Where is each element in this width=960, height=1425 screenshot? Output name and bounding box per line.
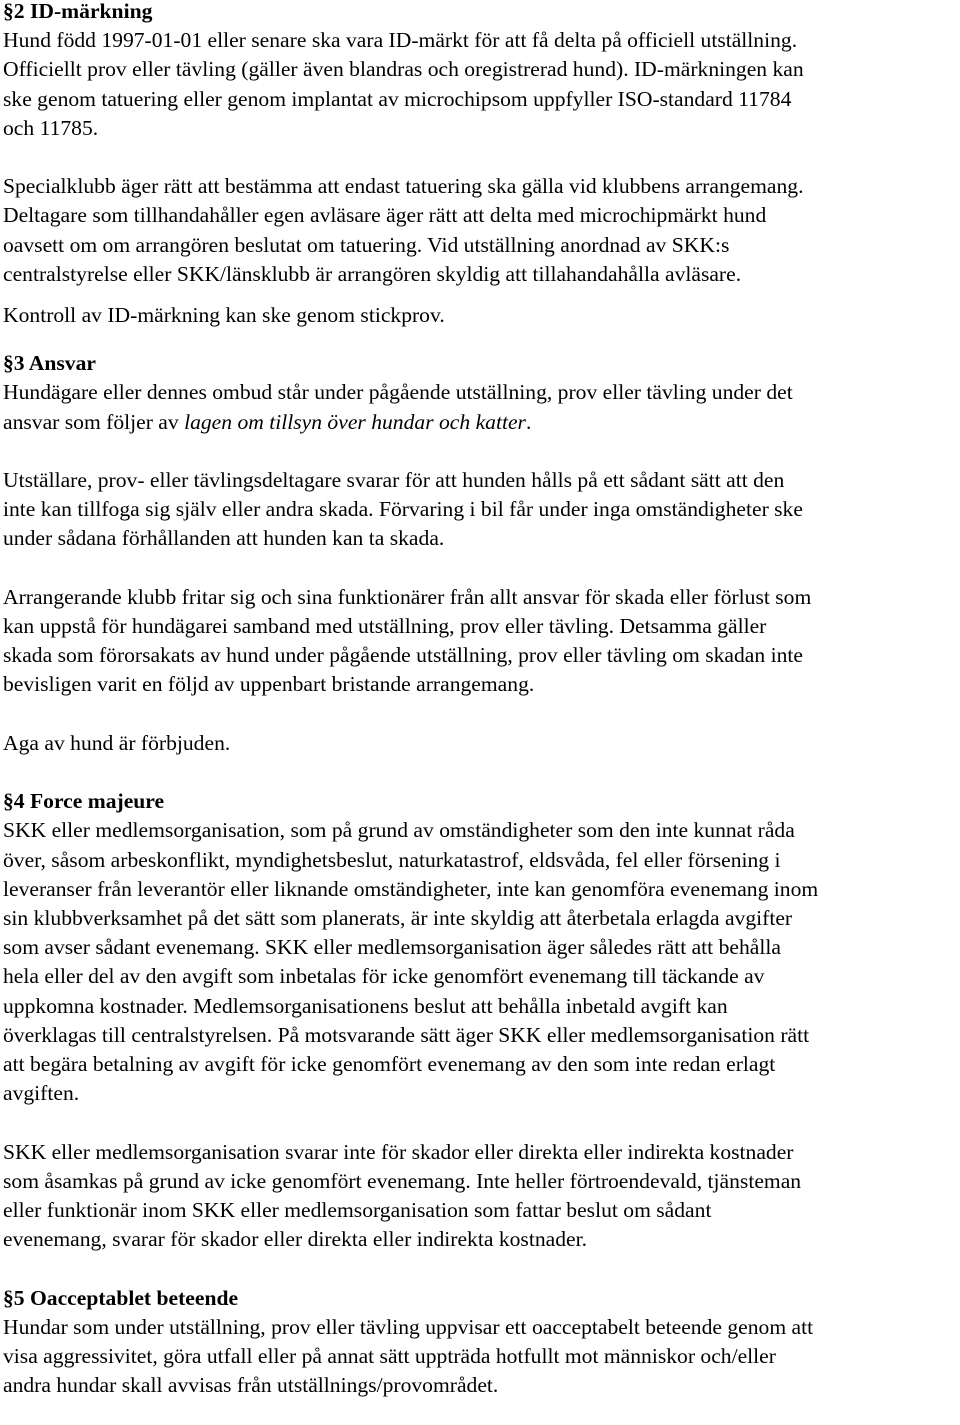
text-line: kan uppstå för hundägarei samband med utställning, prov eller tävling. Detsamma gäller: [3, 614, 767, 639]
text-line: [3, 408, 958, 437]
text-line: Deltagare som tillhandahåller egen avläsare äger rätt att delta med microchipmärkt hund: [3, 203, 767, 228]
text-line: ske genom tatuering eller genom implantat av microchipsom uppfyller ISO-standard 11784: [3, 86, 792, 111]
law-title: lagen om tillsyn över hundar och katter: [184, 409, 526, 434]
text-line: som åsamkas på grund av icke genomfört evenemang. Inte heller förtroendevald, tjänsteman: [3, 1168, 802, 1193]
text-line: sin klubbverksamhet på det sätt som planerats, är inte skyldig att återbetala erlagda avgifter: [3, 906, 793, 931]
text-line: att begära betalning av avgift för icke genomfört evenemang av den som inte redan erlagt: [3, 1052, 776, 1077]
section5-paragraph-1: [3, 1313, 958, 1401]
text-line: bevisligen varit en följd av uppenbart bristande arrangemang.: [3, 672, 535, 697]
text-line: Hundar som under utställning, prov eller tävling uppvisar ett oacceptabelt beteende genom att: [3, 1314, 814, 1339]
text-line: Utställare, prov- eller tävlingsdeltagare svarar för att hunden hålls på ett sådant sätt att den: [3, 468, 785, 493]
text-line: visa aggressivitet, göra utfall eller på annat sätt uppträda hotfullt mot människor och/eller: [3, 1344, 776, 1369]
text-line: under sådana förhållanden att hunden kan ta skada.: [3, 526, 445, 551]
text-line: som avser sådant evenemang. SKK eller medlemsorganisation äger således rätt att behålla: [3, 935, 781, 960]
paragraph-gap: [3, 1108, 958, 1137]
document-page: [3, 0, 958, 1400]
text-line: avgiften.: [3, 1081, 80, 1106]
paragraph-gap: [3, 1254, 958, 1283]
paragraph-gap: [3, 143, 958, 172]
text-line: oavsett om om arrangören beslutat om tatuering. Vid utställning anordnad av SKK:s: [3, 232, 730, 257]
text-line: överklagas till centralstyrelsen. På motsvarande sätt äger SKK eller medlemsorganisation rätt: [3, 1022, 810, 1047]
text-line: andra hundar skall avvisas från utställnings/provområdet.: [3, 1373, 499, 1398]
paragraph-gap: [3, 758, 958, 787]
paragraph-gap: [3, 554, 958, 583]
section-heading-id-marking: §2 ID-märkning: [3, 0, 153, 23]
text-line: Aga av hund är förbjuden.: [3, 730, 231, 755]
text-line: eller funktionär inom SKK eller medlemsorganisation som fattar beslut om sådant: [3, 1198, 712, 1223]
text-line: uppkomna kostnader. Medlemsorganisationens beslut att behålla inbetald avgift kan: [3, 993, 728, 1018]
section2-paragraph-3: [3, 301, 958, 330]
section3-paragraph-1: [3, 378, 958, 436]
text-line: SKK eller medlemsorganisation svarar inte för skador eller direkta eller indirekta kostnader: [3, 1139, 794, 1164]
text-line: Specialklubb äger rätt att bestämma att endast tatuering ska gälla vid klubbens arrangemang.: [3, 174, 804, 199]
text-line: hela eller del av den avgift som inbetalas för icke genomfört evenemang till täckande av: [3, 964, 765, 989]
text-line: inte kan tillfoga sig själv eller andra skada. Förvaring i bil får under inga omständigheter ske: [3, 497, 803, 522]
text-fragment: .: [525, 409, 532, 434]
text-line: och 11785.: [3, 115, 99, 140]
text-line: Kontroll av ID-märkning kan ske genom stickprov.: [3, 303, 445, 328]
text-fragment: ansvar som följer av: [3, 409, 185, 434]
section3-paragraph-4: [3, 729, 958, 758]
text-line: centralstyrelse eller SKK/länsklubb är arrangören skyldig att tillahandahålla avläsare.: [3, 261, 742, 286]
section3-paragraph-3: [3, 583, 958, 700]
section-heading-oacceptablet-beteende: §5 Oacceptablet beteende: [3, 1285, 239, 1310]
paragraph-gap: [3, 330, 958, 349]
section-heading-ansvar: §3 Ansvar: [3, 351, 96, 376]
section4-paragraph-2: [3, 1138, 958, 1255]
section2-paragraph-1: [3, 26, 958, 143]
text-line: Arrangerande klubb fritar sig och sina funktionärer från allt ansvar för skada eller förlust som: [3, 584, 812, 609]
section-heading-force-majeure: §4 Force majeure: [3, 789, 165, 814]
text-line: SKK eller medlemsorganisation, som på grund av omständigheter som den inte kunnat råda: [3, 818, 795, 843]
section2-paragraph-2: [3, 172, 958, 289]
text-line: evenemang, svarar för skador eller direkta eller indirekta kostnader.: [3, 1227, 587, 1252]
section3-paragraph-2: [3, 466, 958, 554]
paragraph-gap: [3, 437, 958, 466]
text-line: Hund född 1997-01-01 eller senare ska vara ID-märkt för att få delta på officiell utställning.: [3, 28, 798, 53]
section4-paragraph-1: [3, 816, 958, 1108]
text-line: Hundägare eller dennes ombud står under pågående utställning, prov eller tävling under det: [3, 380, 793, 405]
text-line: skada som förorsakats av hund under pågående utställning, prov eller tävling om skadan inte: [3, 643, 803, 668]
paragraph-gap: [3, 700, 958, 729]
text-line: Officiellt prov eller tävling (gäller även blandras och oregistrerad hund). ID-märkningen kan: [3, 57, 804, 82]
text-line: leveranser från leverantör eller liknande omständigheter, inte kan genomföra evenemang inom: [3, 876, 819, 901]
text-line: över, såsom arbeskonflikt, myndighetsbeslut, naturkatastrof, eldsvåda, fel eller försening i: [3, 847, 781, 872]
